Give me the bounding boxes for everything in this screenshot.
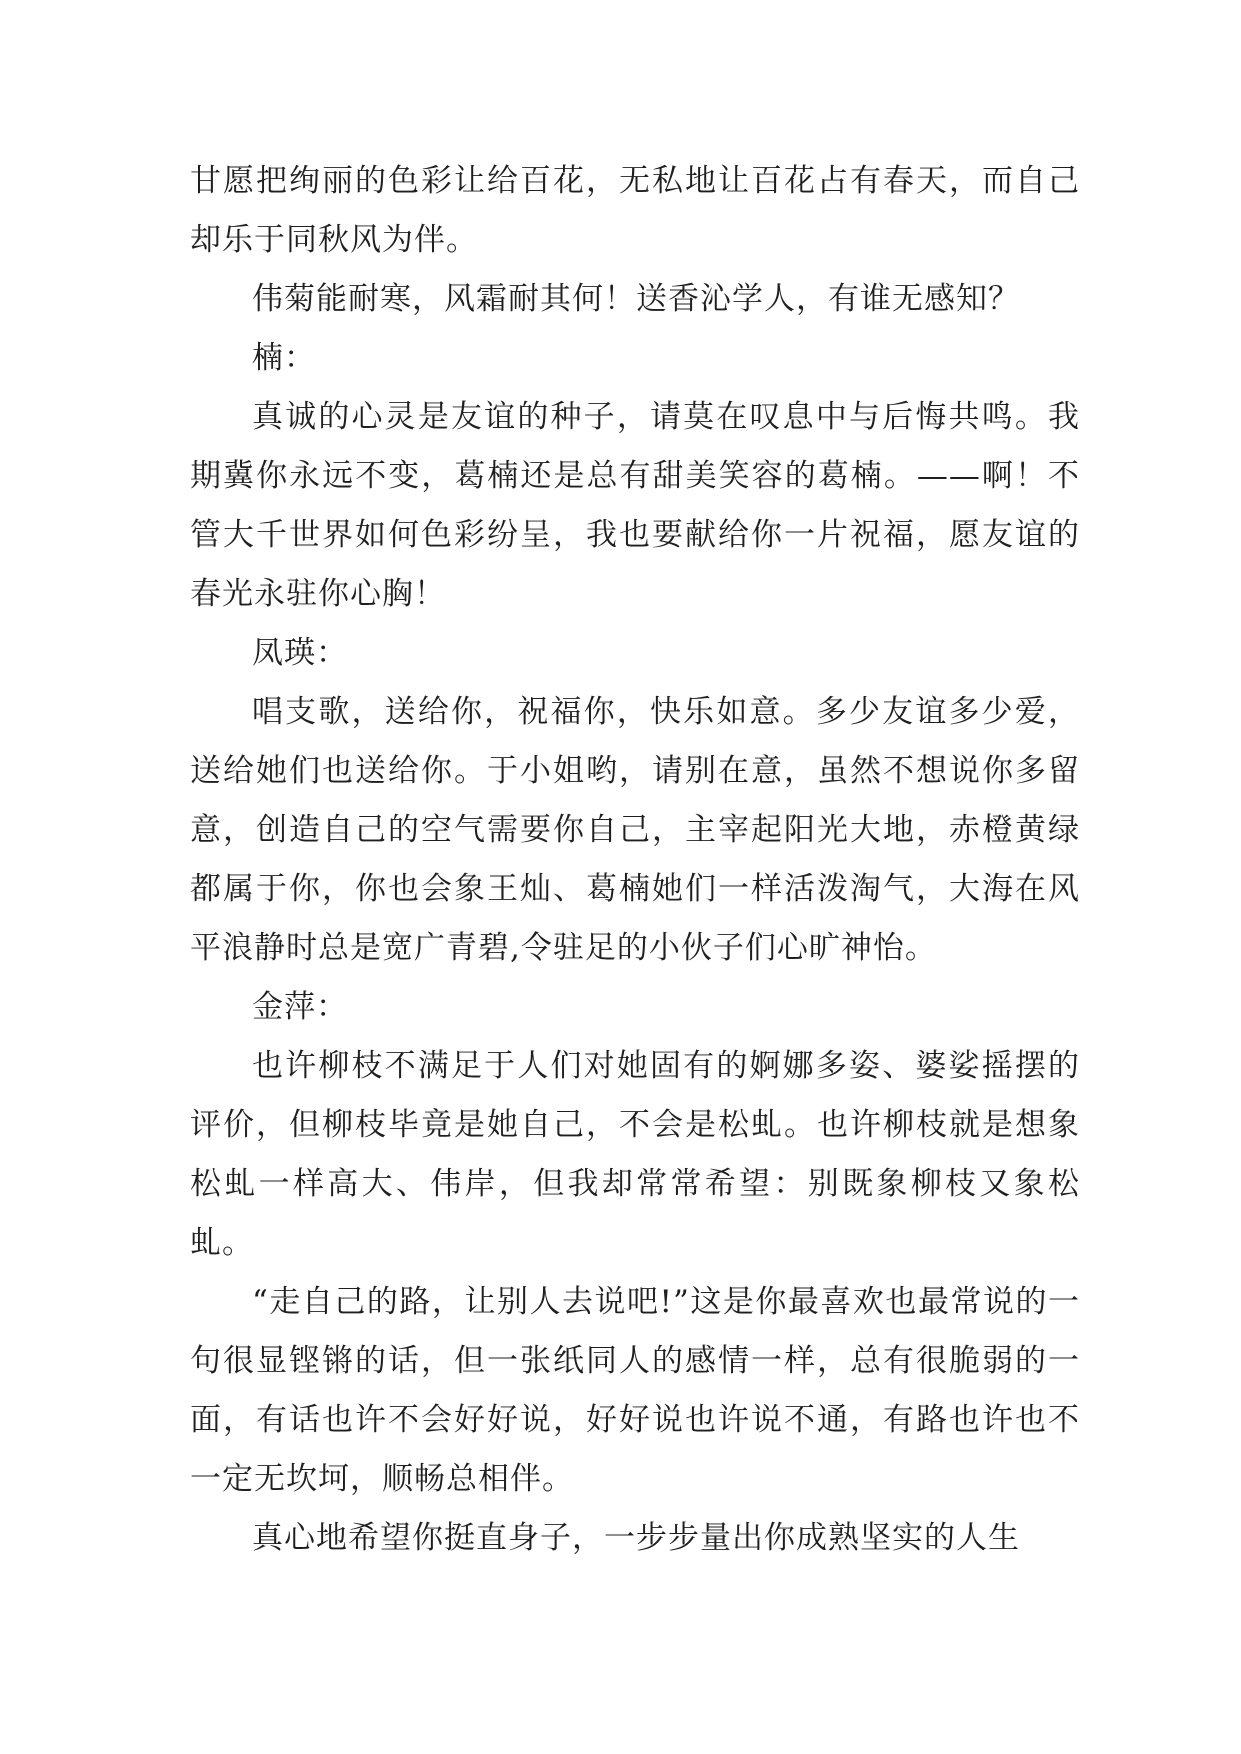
paragraph-jinping-1: 也许柳枝不满足于人们对她固有的婀娜多姿、婆娑摇摆的评价，但柳枝毕竟是她自己，不会是松虬。也许柳枝就是想象松虬一样高大、伟岸，但我却常常希望：别既象柳枝又象松虬。 [190,1048,1080,1261]
paragraph-jinping-3: 真心地希望你挺直身子，一步步量出你成熟坚实的人生 [252,1520,1020,1556]
paragraph-poem: 伟菊能耐寒，风霜耐其何！送香沁学人，有谁无感知？ [252,281,1020,317]
section-heading-fengying: 凤瑛： [252,635,348,671]
paragraph-fengying: 唱支歌，送给你，祝福你，快乐如意。多少友谊多少爱，送给她们也送给你。于小姐哟，请别在意，虽然不想说你多留意，创造自己的空气需要你自己，主宰起阳光大地，赤橙黄绿都属于你，你也会象王灿、葛楠她们一样活泼淘气，大海在风平浪静时总是宽广青碧,令驻足的小伙子们心旷神怡。 [190,694,1080,966]
section-heading-nan: 楠： [252,340,316,376]
paragraph-jinping-2: “走自己的路，让别人去说吧!”这是你最喜欢也最常说的一句很显铿锵的话，但一张纸同人的感情一样，总有很脆弱的一面，有话也许不会好好说，好好说也许说不通，有路也许也不一定无坎坷，顺畅总相伴。 [190,1284,1080,1497]
document-body [190,152,1080,1568]
paragraph-nan: 真诚的心灵是友谊的种子，请莫在叹息中与后悔共鸣。我期冀你永远不变，葛楠还是总有甜美笑容的葛楠。——啊！不管大千世界如何色彩纷呈，我也要献给你一片祝福，愿友谊的春光永驻你心胸！ [190,399,1080,612]
section-heading-jinping: 金萍： [252,989,348,1025]
paragraph-continued: 甘愿把绚丽的色彩让给百花，无私地让百花占有春天，而自己却乐于同秋风为伴。 [190,163,1080,258]
